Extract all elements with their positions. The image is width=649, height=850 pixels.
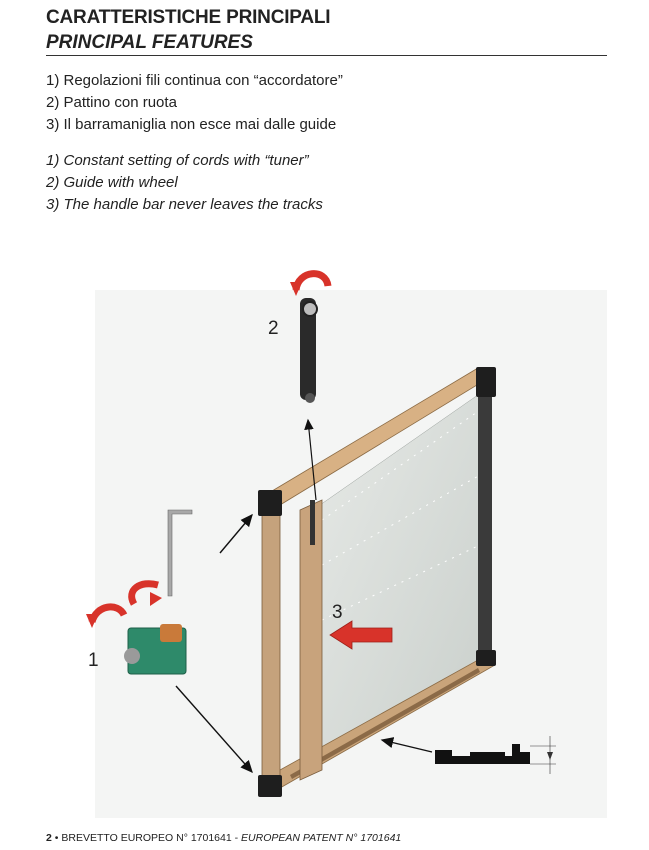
feature-it-3: 3) Il barramaniglia non esce mai dalle guide (46, 116, 337, 133)
right-post (478, 375, 492, 662)
feature-en-1: 1) Constant setting of cords with “tuner” (46, 152, 309, 169)
handle-guide-slot (310, 500, 315, 545)
feature-it-2: 2) Pattino con ruota (46, 94, 177, 111)
patent-english: EUROPEAN PATENT N° 1701641 (241, 832, 402, 844)
feature-it-1: 1) Regolazioni fili continua con “accordatore” (46, 72, 343, 89)
page-title: CARATTERISTICHE PRINCIPALI (46, 7, 331, 28)
corner-cap-bottom-right (476, 650, 496, 666)
wheel-icon (303, 302, 317, 316)
tuner-screw (124, 648, 140, 664)
feature-en-2: 2) Guide with wheel (46, 174, 178, 191)
tuner-nut (160, 624, 182, 642)
footer-separator: - (234, 832, 239, 844)
corner-cap-top-left (258, 490, 282, 516)
feature-en-3: 3) The handle bar never leaves the tracks (46, 196, 323, 213)
callout-2: 2 (268, 318, 279, 339)
left-post (262, 505, 280, 790)
callout-1: 1 (88, 650, 99, 671)
corner-cap-top-right (476, 367, 496, 397)
guide-pin (305, 393, 315, 403)
callout-3: 3 (332, 602, 343, 623)
rotate-arrow-icon (296, 274, 328, 290)
page-footer (46, 832, 401, 844)
footer-bullet: • (54, 832, 59, 844)
page-number: 2 (46, 832, 52, 844)
page-subtitle: PRINCIPAL FEATURES (46, 32, 253, 53)
patent-italian: BREVETTO EUROPEO N° 1701641 (61, 832, 232, 844)
corner-cap-bottom-left (258, 775, 282, 797)
